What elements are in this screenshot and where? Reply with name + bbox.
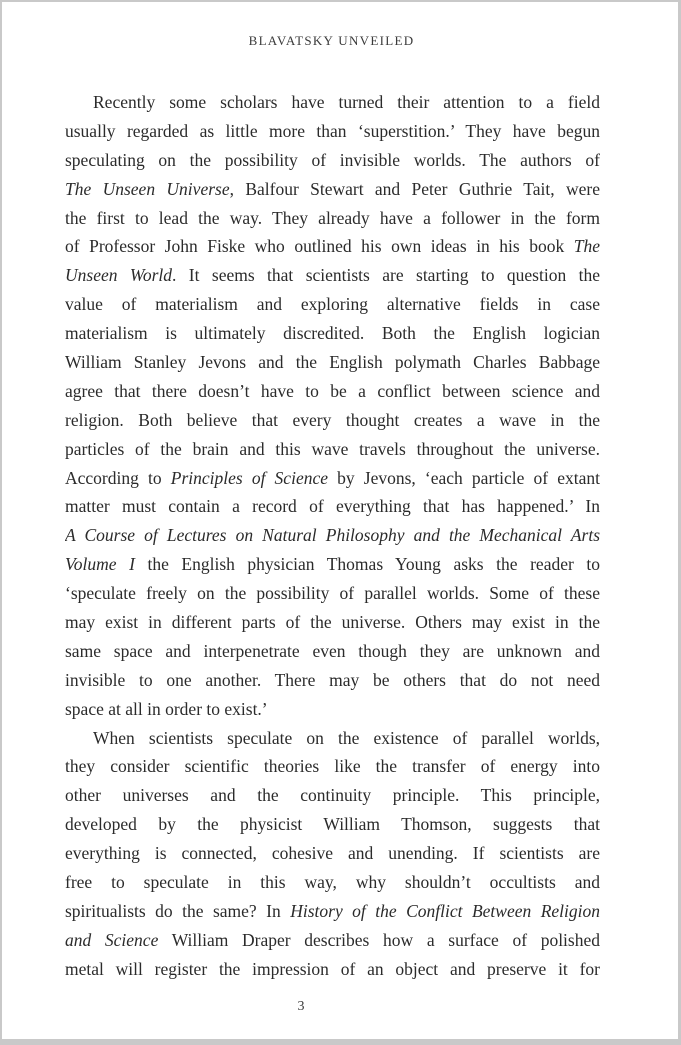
text-line	[65, 261, 600, 290]
italic-text: The Unseen Universe	[65, 178, 230, 199]
italic-text: and Science	[65, 929, 159, 950]
text-line	[65, 319, 600, 348]
text-line	[65, 204, 600, 233]
body-text: value of materialism and exploring alternative fields in case	[65, 294, 600, 315]
body-text: matter must contain a record of everything that has happened.’ In	[65, 496, 600, 517]
text-line	[65, 117, 600, 146]
body-text: William Draper describes how a surface of polished	[158, 929, 600, 950]
body-text: spiritualists do the same? In	[65, 900, 291, 921]
body-text: usually regarded as little more than ‘superstition.’ They have begun	[65, 120, 600, 141]
text-line	[65, 348, 600, 377]
text-line	[65, 926, 600, 955]
italic-text: A Course of Lectures on Natural Philosophy and the Mechanical Arts	[65, 525, 600, 546]
text-line	[65, 810, 600, 839]
page-text	[65, 88, 600, 984]
text-line	[65, 146, 600, 175]
text-line	[65, 579, 600, 608]
italic-text: Unseen World	[65, 265, 173, 286]
body-text: invisible to one another. There may be others that do not need	[65, 669, 600, 690]
body-text: According to	[65, 467, 171, 488]
text-line	[65, 550, 600, 579]
body-text: space at all in order to exist.’	[65, 698, 268, 719]
text-line	[65, 955, 600, 984]
body-text: William Stanley Jevons and the English polymath Charles Babbage	[65, 352, 600, 373]
body-text: ‘speculate freely on the possibility of parallel worlds. Some of these	[65, 583, 600, 604]
body-text: Recently some scholars have turned their attention to a field	[93, 92, 600, 112]
text-line	[65, 175, 600, 204]
body-text: the first to lead the way. They already have a follower in the form	[65, 207, 600, 228]
body-text: by Jevons, ‘each particle of extant	[328, 467, 600, 488]
text-line	[65, 290, 600, 319]
italic-text: History of the Conflict Between Religion	[290, 900, 600, 921]
running-header: BLAVATSKY UNVEILED	[248, 33, 415, 48]
text-line	[65, 637, 600, 666]
text-line	[65, 521, 600, 550]
body-text: may exist in different parts of the universe. Others may exist in the	[65, 612, 600, 633]
body-text: they consider scientific theories like the transfer of energy into	[65, 756, 600, 777]
text-line	[65, 492, 600, 521]
italic-text: The	[573, 236, 600, 257]
body-text: same space and interpenetrate even though they are unknown and	[65, 640, 600, 661]
body-text: of Professor John Fiske who outlined his own ideas in his book	[65, 236, 574, 257]
text-line	[65, 232, 600, 261]
text-line	[65, 868, 600, 897]
text-line	[65, 897, 600, 926]
body-text: . It seems that scientists are starting to question the	[172, 265, 600, 286]
body-text: speculating on the possibility of invisible worlds. The authors of	[65, 149, 600, 170]
text-line	[65, 666, 600, 695]
body-text: particles of the brain and this wave travels throughout the universe.	[65, 438, 600, 459]
page-number: 3	[297, 999, 305, 1014]
text-line	[65, 406, 600, 435]
body-text: free to speculate in this way, why shouldn’t occultists and	[65, 872, 600, 893]
body-text: developed by the physicist William Thomson, suggests that	[65, 814, 600, 835]
body-text: the English physician Thomas Young asks the reader to	[134, 554, 600, 575]
text-line	[65, 88, 600, 117]
body-text: agree that there doesn’t have to be a conflict between science and	[65, 380, 600, 401]
text-line	[65, 608, 600, 637]
text-line	[65, 695, 600, 724]
text-line	[65, 781, 600, 810]
text-line	[65, 377, 600, 406]
body-text: When scientists speculate on the existence of parallel worlds,	[93, 727, 600, 748]
body-text: everything is connected, cohesive and unending. If scientists are	[65, 843, 600, 864]
text-line	[65, 752, 600, 781]
text-line	[65, 464, 600, 493]
text-line	[65, 724, 600, 753]
body-text: , Balfour Stewart and Peter Guthrie Tait, were	[229, 178, 600, 199]
italic-text: Principles of Science	[170, 467, 328, 488]
text-line	[65, 435, 600, 464]
italic-text: Volume I	[65, 554, 135, 575]
body-text: materialism is ultimately discredited. Both the English logician	[65, 323, 600, 344]
body-text: metal will register the impression of an object and preserve it for	[65, 958, 600, 979]
body-text: religion. Both believe that every thought creates a wave in the	[65, 409, 600, 430]
body-text: other universes and the continuity principle. This principle,	[65, 785, 600, 806]
text-line	[65, 839, 600, 868]
